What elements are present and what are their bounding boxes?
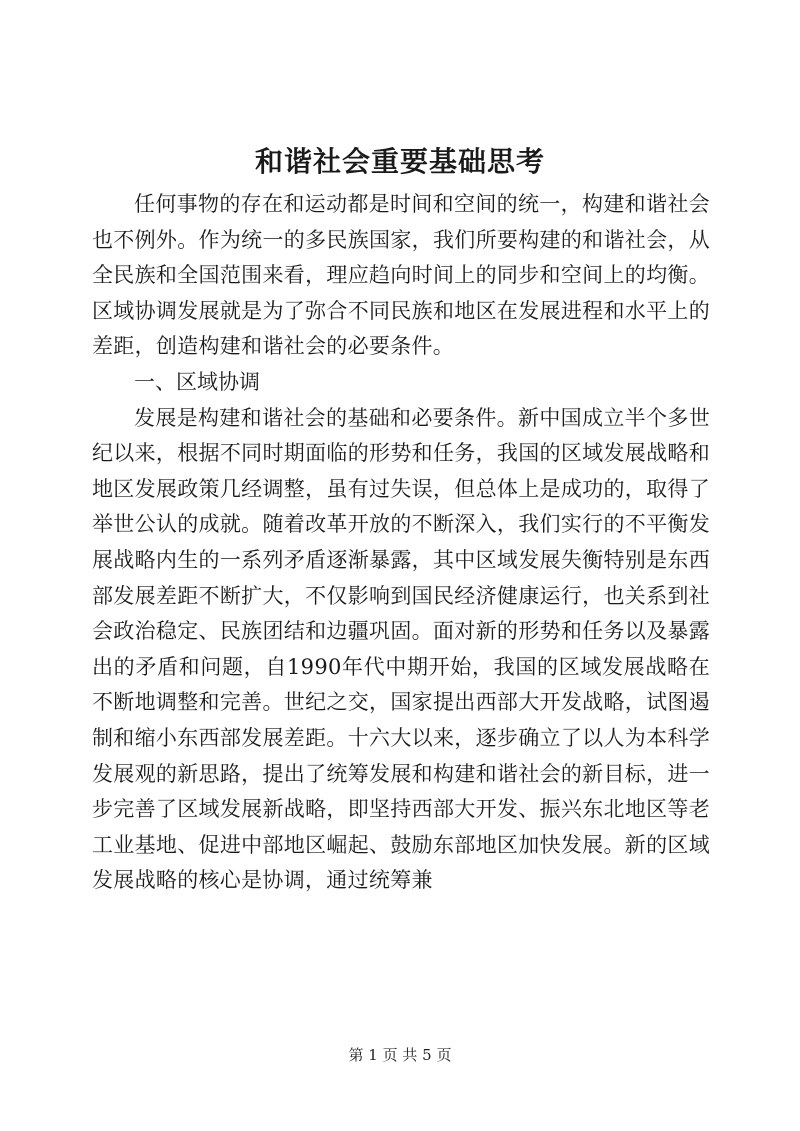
paragraph-intro: 任何事物的存在和运动都是时间和空间的统一，构建和谐社会也不例外。作为统一的多民族国家，我们所要构建的和谐社会，从全民族和全国范围来看，理应趋向时间上的同步和空间上的均衡。区域协调发展就是为了弥合不同民族和地区在发展进程和水平上的差距，创造构建和谐社会的必要条件。 [92, 192, 710, 359]
paragraph-main: 发展是构建和谐社会的基础和必要条件。新中国成立半个多世纪以来，根据不同时期面临的形势和任务，我国的区域发展战略和地区发展政策几经调整，虽有过失误，但总体上是成功的，取得了举世公认的成就。随着改革开放的不断深入，我们实行的不平衡发展战略内生的一系列矛盾逐渐暴露，其中区域发展失衡特别是东西部发展差距不断扩大，不仅影响到国民经济健康运行，也关系到社会政治稳定、民族团结和边疆巩固。面对新的形势和任务以及暴露出的矛盾和问题，自1990年代中期开始，我国的区域发展战略在不断地调整和完善。世纪之交，国家提出西部大开发战略，试图遏制和缩小东西部发展差距。十六大以来，逐步确立了以人为本科学发展观的新思路，提出了统筹发展和构建和谐社会的新目标，进一步完善了区域发展新战略，即坚持西部大开发、振兴东北地区等老工业基地、促进中部地区崛起、鼓励东部地区加快发展。新的区域发展战略的核心是协调，通过统筹兼 [92, 405, 710, 893]
page-footer: 第 1 页 共 5 页 [348, 1046, 452, 1064]
document-body [92, 187, 710, 899]
section-heading: 一、区域协调 [134, 369, 260, 394]
document-title: 和谐社会重要基础思考 [254, 145, 545, 178]
